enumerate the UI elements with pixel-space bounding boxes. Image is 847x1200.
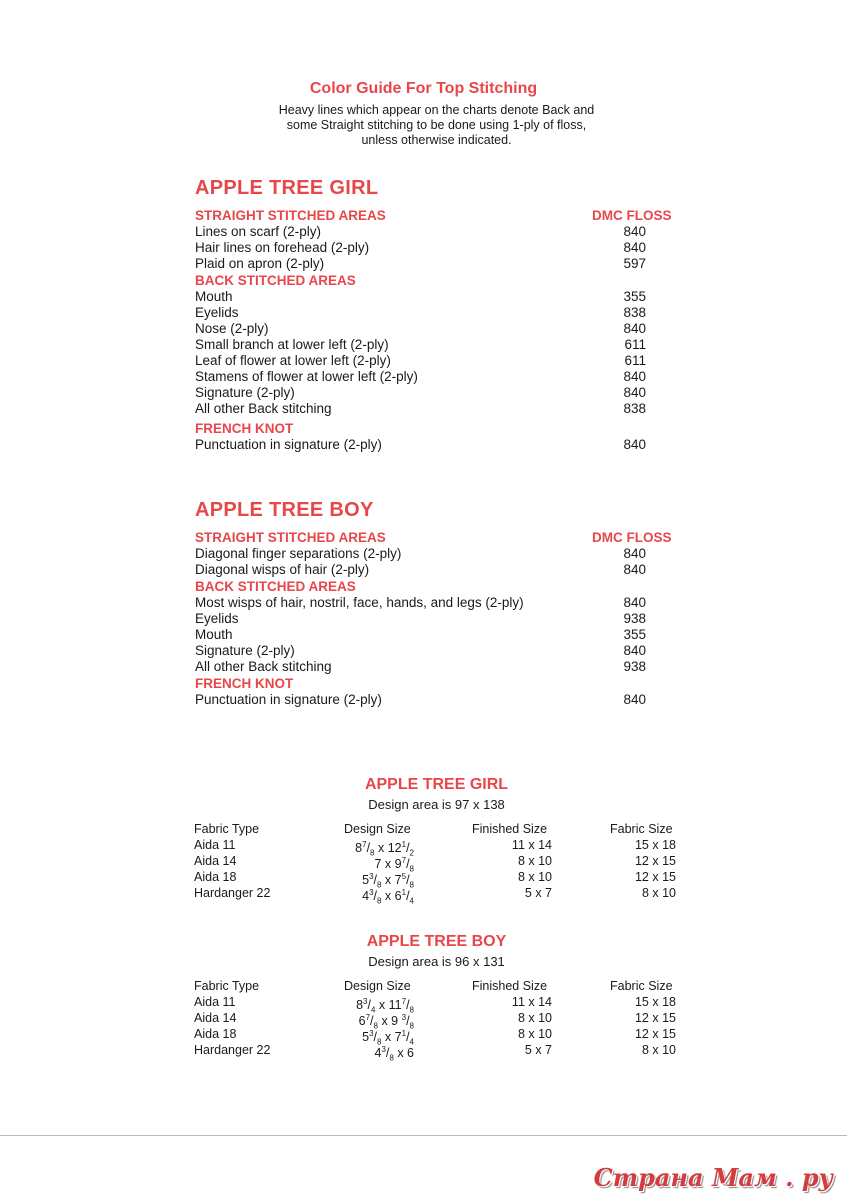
- stitch-row: [195, 401, 665, 417]
- design-size-cell: $5^3/_8$ x $7^1/_4$: [362, 1029, 414, 1047]
- stitch-area-label: Diagonal wisps of hair (2-ply): [195, 562, 370, 577]
- stitch-area-label: Plaid on apron (2-ply): [195, 256, 325, 271]
- knot-heading: [195, 675, 665, 692]
- stitch-row: [195, 321, 665, 337]
- stitch-area-label: All other Back stitching: [195, 401, 332, 416]
- table-row: [0, 853, 847, 874]
- finished-size-cell: 11 x 14: [511, 838, 552, 852]
- table-row: [0, 1026, 847, 1047]
- dmc-floss-number: 611: [624, 353, 646, 368]
- knot-list: [195, 437, 665, 453]
- fabric-type-cell: Hardanger 22: [194, 1043, 271, 1057]
- fabric-type-cell: Aida 11: [194, 995, 236, 1009]
- fabric-size-cell: 15 x 18: [634, 995, 676, 1009]
- stitch-area-label: Punctuation in signature (2-ply): [195, 692, 382, 707]
- finished-size-cell: 5 x 7: [524, 1043, 552, 1057]
- subheading-label: FRENCH KNOT: [195, 421, 294, 436]
- girl-section: [195, 177, 672, 453]
- girl-size-table: [0, 775, 847, 906]
- intro-text: [0, 103, 847, 148]
- intro-line: some Straight stitching to be done using 1-ply of floss,: [286, 118, 587, 132]
- stitch-row: [195, 224, 665, 240]
- column-header: Finished Size: [472, 822, 548, 836]
- site-watermark: Страна Мам . ру: [593, 1163, 833, 1192]
- stitch-row: [195, 289, 665, 305]
- stitch-area-label: Eyelids: [195, 305, 239, 320]
- fabric-size-cell: 15 x 18: [634, 838, 676, 852]
- intro-line: unless otherwise indicated.: [361, 133, 512, 147]
- section-title: APPLE TREE GIRL: [195, 177, 379, 199]
- dmc-floss-number: 840: [623, 437, 646, 452]
- fabric-size-cell: 12 x 15: [634, 1011, 676, 1025]
- stitch-row: [195, 337, 665, 353]
- fabric-size-cell: 12 x 15: [634, 1027, 676, 1041]
- column-header: Fabric Type: [194, 979, 260, 993]
- stitch-row: [195, 692, 665, 708]
- table-header: [0, 821, 847, 837]
- knot-list: [195, 692, 665, 708]
- stitch-area-label: All other Back stitching: [195, 659, 332, 674]
- column-header: Fabric Size: [610, 822, 673, 836]
- table-header: [0, 978, 847, 994]
- table-row: [0, 1010, 847, 1031]
- table-row: [0, 837, 847, 858]
- dmc-floss-number: 840: [623, 562, 646, 577]
- design-size-cell: 7 x $9^7/_8$: [374, 856, 414, 874]
- stitch-row: [195, 437, 665, 453]
- back-heading: [195, 272, 665, 289]
- stitch-row: [195, 627, 665, 643]
- design-size-cell: $4^3/_8$ x 6: [374, 1045, 414, 1063]
- stitch-row: [195, 595, 665, 611]
- dmc-floss-number: 840: [623, 546, 646, 561]
- fabric-size-cell: 8 x 10: [641, 1043, 676, 1057]
- boy-size-table: [0, 932, 847, 1063]
- stitch-area-label: Mouth: [195, 627, 233, 642]
- fabric-type-cell: Aida 14: [194, 1011, 237, 1025]
- fabric-type-cell: Hardanger 22: [194, 886, 271, 900]
- dmc-floss-number: 840: [623, 240, 646, 255]
- column-header: Fabric Size: [610, 979, 673, 993]
- design-area: Design area is 97 x 138: [368, 797, 505, 812]
- finished-size-cell: 8 x 10: [517, 1011, 552, 1025]
- subheading-label: STRAIGHT STITCHED AREAS: [195, 208, 386, 223]
- finished-size-cell: 8 x 10: [517, 854, 552, 868]
- subheading-label: FRENCH KNOT: [195, 676, 294, 691]
- fabric-type-cell: Aida 14: [194, 854, 237, 868]
- fabric-type-cell: Aida 18: [194, 870, 237, 884]
- stitch-row: [195, 611, 665, 627]
- straight-list: [195, 224, 665, 272]
- table-row: [0, 1042, 847, 1063]
- design-area: Design area is 96 x 131: [368, 954, 505, 969]
- page-title: Color Guide For Top Stitching: [309, 80, 538, 97]
- stitch-area-label: Lines on scarf (2-ply): [195, 224, 322, 239]
- stitch-area-label: Hair lines on forehead (2-ply): [195, 240, 370, 255]
- boy-section: [195, 499, 672, 708]
- stitch-row: [195, 659, 665, 675]
- stitch-area-label: Signature (2-ply): [195, 385, 295, 400]
- stitch-area-label: Punctuation in signature (2-ply): [195, 437, 382, 452]
- finished-size-cell: 5 x 7: [524, 886, 552, 900]
- column-header: Design Size: [344, 822, 411, 836]
- dmc-floss-number: 840: [623, 321, 646, 336]
- table-row: [0, 885, 847, 906]
- bottom-divider: [0, 1135, 847, 1136]
- stitch-area-label: Stamens of flower at lower left (2-ply): [195, 369, 418, 384]
- dmc-floss-number: 355: [623, 627, 646, 642]
- stitch-row: [195, 305, 665, 321]
- dmc-floss-number: 840: [623, 385, 646, 400]
- dmc-floss-heading: DMC FLOSS: [592, 530, 672, 545]
- design-size-cell: $6^7/_8$ x 9 $^3/_8$: [358, 1013, 414, 1031]
- dmc-floss-number: 611: [624, 337, 646, 352]
- back-heading: [195, 578, 665, 595]
- design-size-cell: $5^3/_8$ x $7^5/_8$: [362, 872, 414, 890]
- dmc-floss-number: 840: [623, 224, 646, 239]
- table-row: [0, 869, 847, 890]
- finished-size-cell: 8 x 10: [517, 870, 552, 884]
- stitch-area-label: Signature (2-ply): [195, 643, 295, 658]
- dmc-floss-number: 838: [623, 305, 646, 320]
- dmc-floss-number: 597: [623, 256, 646, 271]
- straight-heading: [195, 529, 672, 546]
- stitch-area-label: Eyelids: [195, 611, 239, 626]
- stitch-row: [195, 353, 665, 369]
- stitch-row: [195, 256, 665, 272]
- intro-line: Heavy lines which appear on the charts denote Back and: [278, 103, 595, 117]
- column-header: Finished Size: [472, 979, 548, 993]
- subheading-label: STRAIGHT STITCHED AREAS: [195, 530, 386, 545]
- dmc-floss-number: 355: [623, 289, 646, 304]
- straight-heading: [195, 207, 672, 224]
- dmc-floss-number: 840: [623, 595, 646, 610]
- design-size-cell: $4^3/_8$ x $6^1/_4$: [362, 888, 414, 906]
- section-title: APPLE TREE BOY: [195, 499, 374, 521]
- stitch-area-label: Nose (2-ply): [195, 321, 269, 336]
- fabric-size-cell: 12 x 15: [634, 870, 676, 884]
- fabric-size-cell: 8 x 10: [641, 886, 676, 900]
- stitch-area-label: Leaf of flower at lower left (2-ply): [195, 353, 391, 368]
- fabric-type-cell: Aida 18: [194, 1027, 237, 1041]
- design-size-cell: $8^7/_8$ x $12^1/_2$: [355, 840, 414, 858]
- column-header: Design Size: [344, 979, 411, 993]
- subheading-label: BACK STITCHED AREAS: [195, 273, 356, 288]
- stitch-area-label: Small branch at lower left (2-ply): [195, 337, 389, 352]
- stitch-area-label: Diagonal finger separations (2-ply): [195, 546, 402, 561]
- dmc-floss-number: 840: [623, 369, 646, 384]
- stitch-row: [195, 546, 665, 562]
- stitch-row: [195, 385, 665, 401]
- subheading-label: BACK STITCHED AREAS: [195, 579, 356, 594]
- back-list: [195, 595, 665, 675]
- stitch-area-label: Mouth: [195, 289, 233, 304]
- fabric-type-cell: Aida 11: [194, 838, 236, 852]
- fabric-size-cell: 12 x 15: [634, 854, 676, 868]
- table-title: APPLE TREE GIRL: [364, 776, 509, 793]
- knot-heading: [195, 420, 665, 437]
- dmc-floss-number: 840: [623, 692, 646, 707]
- dmc-floss-number: 938: [623, 611, 646, 626]
- stitch-area-label: Most wisps of hair, nostril, face, hands, and legs (2-ply): [195, 595, 524, 610]
- finished-size-cell: 8 x 10: [517, 1027, 552, 1041]
- column-header: Fabric Type: [194, 822, 260, 836]
- stitch-row: [195, 369, 665, 385]
- table-body: [0, 837, 847, 906]
- dmc-floss-heading: DMC FLOSS: [592, 208, 672, 223]
- stitch-row: [195, 643, 665, 659]
- dmc-floss-number: 938: [623, 659, 646, 674]
- stitch-row: [195, 240, 665, 256]
- table-body: [0, 994, 847, 1063]
- back-list: [195, 289, 665, 417]
- dmc-floss-number: 840: [623, 643, 646, 658]
- design-size-cell: $8^3/_4$ x $11^7/_8$: [356, 997, 414, 1015]
- dmc-floss-number: 838: [623, 401, 646, 416]
- straight-list: [195, 546, 665, 578]
- table-title: APPLE TREE BOY: [366, 933, 507, 950]
- stitch-row: [195, 562, 665, 578]
- finished-size-cell: 11 x 14: [511, 995, 552, 1009]
- table-row: [0, 994, 847, 1015]
